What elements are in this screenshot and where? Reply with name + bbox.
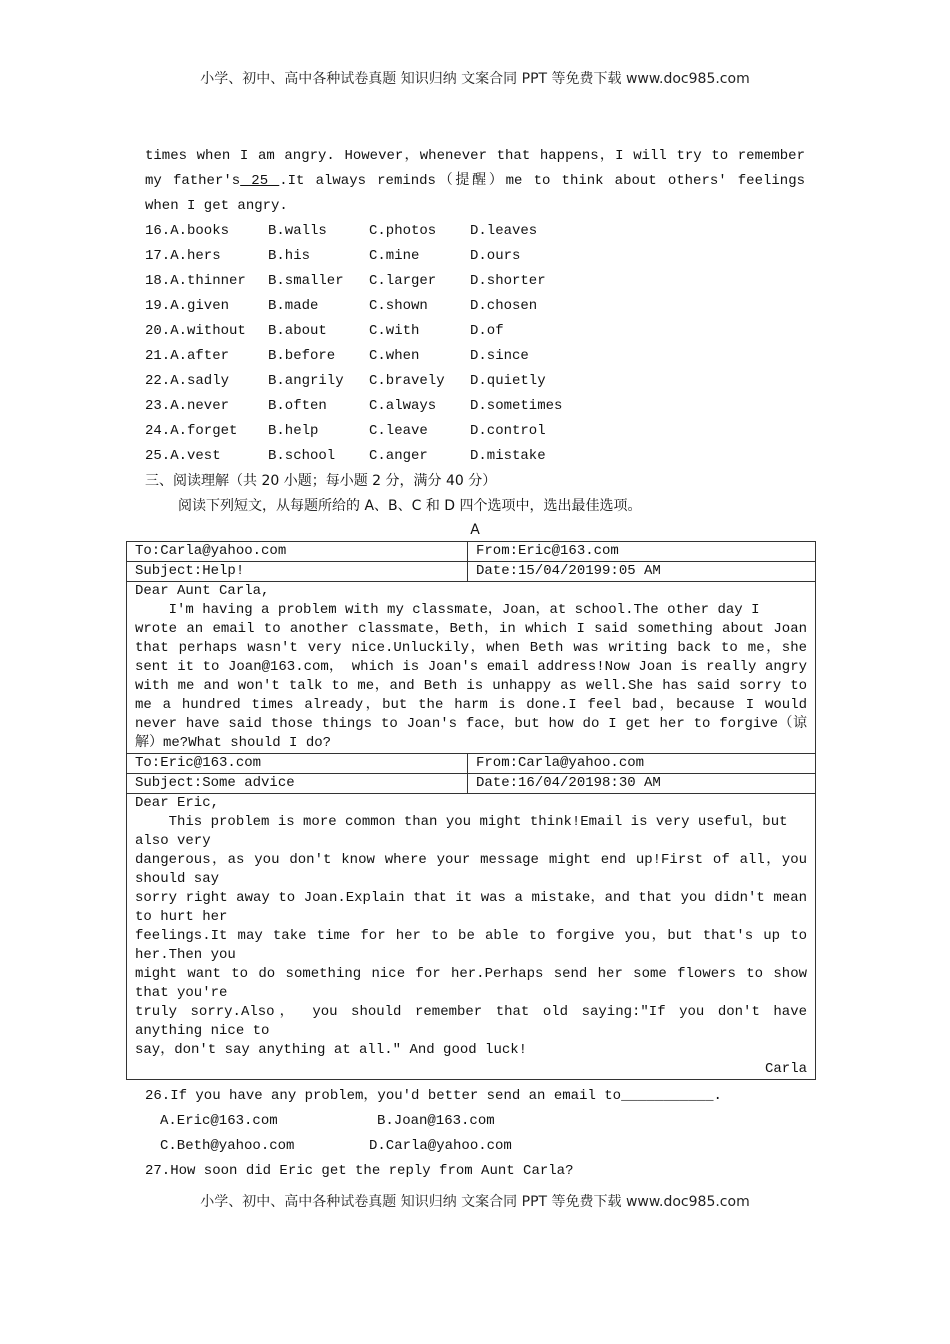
email-line: wrote an email to another classmate，Beth，in which I said something about Joan [135,621,807,637]
email-line: might want to do something nice for her.Perhaps send her some flowers to show [135,966,807,982]
email-line: This problem is more common than you might think!Email is very useful，but [135,814,788,830]
email-line: sorry right away to Joan.Explain that it was a mistake，and that you didn't mean [135,890,807,906]
option-choice: C.photos [369,223,437,239]
page-footer: 小学、初中、高中各种试卷真题 知识归纳 文案合同 PPT 等免费下载 www.doc985.com [200,1194,750,1210]
email-line: that perhaps wasn't very nice.Unluckily，when Beth was writing back to me，she [135,640,807,656]
passage-line [145,169,805,194]
option-choice: 19.A.given [145,298,230,314]
email-line: should say [135,871,220,887]
option-choice: D.shorter [470,273,546,289]
option-row [145,369,805,394]
email1-body [127,582,816,754]
passage-line: when I get angry. [145,198,288,214]
question-27: 27.How soon did Eric get the reply from Aunt Carla? [145,1163,574,1179]
option-row [145,394,805,419]
option-row [145,444,805,469]
option-choice: B.often [268,398,327,414]
page-header: 小学、初中、高中各种试卷真题 知识归纳 文案合同 PPT 等免费下载 www.doc985.com [200,71,750,87]
option-choice: B.angrily [268,373,344,389]
option-choice: 17.A.hers [145,248,221,264]
option-choice: C.anger [369,448,428,464]
email-line: dangerous，as you don't know where your message might end up!First of all，you [135,852,807,868]
email-line: never have said those things to Joan's face，but how do I get her to forgive（谅 [135,716,807,732]
option-choice: C.always [369,398,437,414]
email-table [126,541,816,1080]
option-choice: C.bravely [369,373,445,389]
option-choice: B.made [268,298,319,314]
option-choice: C.with [369,323,420,339]
option-choice: D.quietly [470,373,546,389]
email-line: to hurt her [135,909,228,925]
option-choice: D.mistake [470,448,546,464]
option-row [145,269,805,294]
email-line: Dear Aunt Carla, [135,583,270,599]
email-line: feelings.It may take time for her to be able to forgive you，but that's up to [135,928,807,944]
email-line: anything nice to [135,1023,270,1039]
option-choice: 20.A.without [145,323,246,339]
email2-body [127,794,816,1080]
email1-date: Date:15/04/20199:05 AM [468,562,816,582]
text: .It always reminds（提醒）me to think about others' feelings [279,173,805,189]
option-choice: C.larger [369,273,437,289]
option-choice: C.when [369,348,420,364]
question-26: 26.If you have any problem，you'd better send an email to___________. [145,1088,722,1104]
email-line: sent it to Joan@163.com， which is Joan's email address!Now Joan is really angry [135,659,807,675]
question-26-options-cd [145,1134,805,1159]
email-line: that you're [135,985,228,1001]
option-choice: C.mine [369,248,420,264]
option-choice: D.chosen [470,298,538,314]
email1-to: To:Carla@yahoo.com [127,542,468,562]
option-choice: 23.A.never [145,398,230,414]
option-choice: B.help [268,423,319,439]
email-line: Dear Eric, [135,795,220,811]
passage-end [145,144,805,541]
email-line: with me and won't talk to me，and Beth is unhappy as well.She has said sorry to [135,678,807,694]
email-line: I'm having a problem with my classmate，Joan，at school.The other day I [135,602,760,618]
option-row [145,319,805,344]
option-choice: D.control [470,423,546,439]
option-choice: C.shown [369,298,428,314]
option-a: A.Eric@163.com [160,1113,278,1129]
email-line: also very [135,833,211,849]
option-choice: B.school [268,448,336,464]
email2-date: Date:16/04/20198:30 AM [468,774,816,794]
option-row [145,244,805,269]
option-c: C.Beth@yahoo.com [160,1138,295,1154]
email-line: 解）me?What should I do? [135,735,332,751]
section-instruction: 阅读下列短文，从每题所给的 A、B、C 和 D 四个选项中，选出最佳选项。 [178,498,642,514]
signature: Carla [764,1061,807,1077]
option-row [145,419,805,444]
option-row [145,294,805,319]
blank-25: 25 [240,173,280,189]
option-choice: 22.A.sadly [145,373,230,389]
option-choice: 25.A.vest [145,448,221,464]
option-choice: D.since [470,348,529,364]
option-choice: B.before [268,348,336,364]
part-label: A [470,522,480,538]
option-row [145,219,805,244]
option-choice: D.leaves [470,223,538,239]
option-choice: 18.A.thinner [145,273,246,289]
text: my father's [145,173,241,189]
email1-subject: Subject:Help! [127,562,468,582]
option-d: D.Carla@yahoo.com [369,1138,512,1154]
questions [145,1084,805,1184]
option-choice: D.of [470,323,504,339]
email2-from: From:Carla@yahoo.com [468,754,816,774]
option-choice: 24.A.forget [145,423,238,439]
email-line: me a hundred times already，but the harm is done.I feel bad，because I would [135,697,807,713]
option-choice: B.about [268,323,327,339]
option-choice: D.sometimes [470,398,563,414]
email-line: truly sorry.Also， you should remember that old saying:"If you don't have [135,1004,807,1020]
email1-from: From:Eric@163.com [468,542,816,562]
passage-line: times when I am angry. However，whenever that happens，I will try to remember [145,148,805,164]
option-choice: B.walls [268,223,327,239]
option-choice: D.ours [470,248,521,264]
option-row [145,344,805,369]
option-choice: 16.A.books [145,223,230,239]
email-line: her.Then you [135,947,236,963]
option-choice: 21.A.after [145,348,230,364]
options-list [145,219,805,469]
option-b: B.Joan@163.com [377,1113,495,1129]
option-choice: B.his [268,248,311,264]
email2-subject: Subject:Some advice [127,774,468,794]
option-choice: C.leave [369,423,428,439]
section-title: 三、阅读理解（共 20 小题；每小题 2 分，满分 40 分） [145,473,497,489]
email-line: say，don't say anything at all." And good luck! [135,1042,528,1058]
option-choice: B.smaller [268,273,344,289]
question-26-options-ab [145,1109,805,1134]
email2-to: To:Eric@163.com [127,754,468,774]
